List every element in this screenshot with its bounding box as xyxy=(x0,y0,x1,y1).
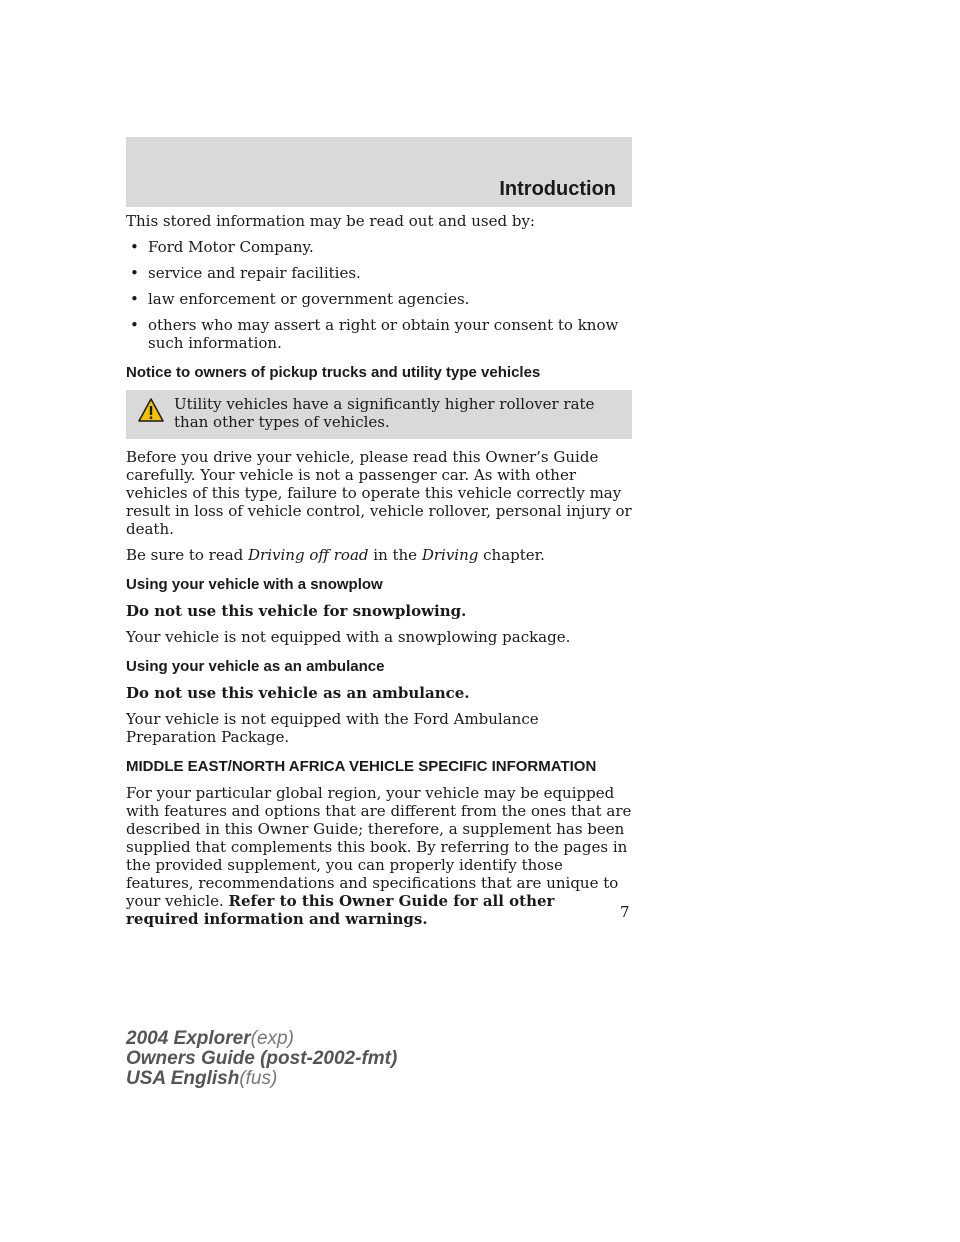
usage-list xyxy=(126,238,632,352)
intro-paragraph: This stored information may be read out and used by: xyxy=(126,212,535,230)
list-item-text: law enforcement or government agencies. xyxy=(148,290,470,308)
footer-language-code: (fus) xyxy=(239,1068,278,1089)
driving-off-road-reference: Driving off road xyxy=(248,546,369,564)
list-item-text: service and repair facilities. xyxy=(148,264,361,282)
footer-model: 2004 Explorer xyxy=(126,1028,251,1049)
pickup-heading: Notice to owners of pickup trucks and utility type vehicles xyxy=(126,364,541,381)
pickup-paragraph: Before you drive your vehicle, please read this Owner’s Guide carefully. Your vehicle is not a passenger car. As with other vehicles of this type, failure to operate this vehicle correctly may result in loss of vehicle control, vehicle rollover, personal injury or death. xyxy=(126,448,632,538)
list-item xyxy=(126,316,632,352)
warning-triangle-icon xyxy=(138,398,164,422)
bullet-glyph: • xyxy=(130,264,139,282)
footer-line-3 xyxy=(126,1069,397,1089)
document-footer xyxy=(126,1029,397,1089)
warning-text: Utility vehicles have a significantly higher rollover rate than other types of vehicles. xyxy=(174,395,595,431)
ambulance-paragraph: Your vehicle is not equipped with the Ford Ambulance Preparation Package. xyxy=(126,710,539,746)
ambulance-warning: Do not use this vehicle as an ambulance. xyxy=(126,684,470,702)
bullet-glyph: • xyxy=(130,316,139,334)
reference-middle: in the xyxy=(368,546,422,564)
footer-model-code: (exp) xyxy=(250,1028,294,1049)
footer-line-1 xyxy=(126,1029,397,1049)
page-number: 7 xyxy=(620,903,630,921)
reference-prefix: Be sure to read xyxy=(126,546,249,564)
list-item xyxy=(126,238,632,256)
mena-text: For your particular global region, your vehicle may be equipped with features and options that are different from the ones that are described in this Owner Guide; therefore, a supplement has been supplied that complements this book. By referring to the pages in the provided supplement, you can properly identify those features, recommendations and specifications that are unique to your vehicle. xyxy=(126,784,632,910)
list-item xyxy=(126,290,632,308)
mena-heading: MIDDLE EAST/NORTH AFRICA VEHICLE SPECIFIC INFORMATION xyxy=(126,758,597,775)
rollover-warning xyxy=(126,390,632,439)
reference-suffix: chapter. xyxy=(478,546,545,564)
bullet-glyph: • xyxy=(130,238,139,256)
list-item-text: others who may assert a right or obtain your consent to know such information. xyxy=(148,316,619,352)
list-item-text: Ford Motor Company. xyxy=(148,238,314,256)
header-band xyxy=(126,137,632,207)
snowplow-warning: Do not use this vehicle for snowplowing. xyxy=(126,602,467,620)
section-title: Introduction xyxy=(499,178,616,200)
footer-line-2: Owners Guide (post-2002-fmt) xyxy=(126,1048,398,1069)
ambulance-heading: Using your vehicle as an ambulance xyxy=(126,658,385,675)
snowplow-paragraph: Your vehicle is not equipped with a snowplowing package. xyxy=(126,628,571,646)
page-content xyxy=(126,212,632,936)
driving-chapter-reference: Driving xyxy=(421,546,479,564)
bullet-glyph: • xyxy=(130,290,139,308)
footer-language: USA English xyxy=(126,1068,240,1089)
mena-paragraph xyxy=(126,784,632,928)
mena-bold-text: Refer to this Owner Guide for all other required information and warnings. xyxy=(126,892,555,928)
list-item xyxy=(126,264,632,282)
snowplow-heading: Using your vehicle with a snowplow xyxy=(126,576,383,593)
driving-reference xyxy=(126,546,632,564)
